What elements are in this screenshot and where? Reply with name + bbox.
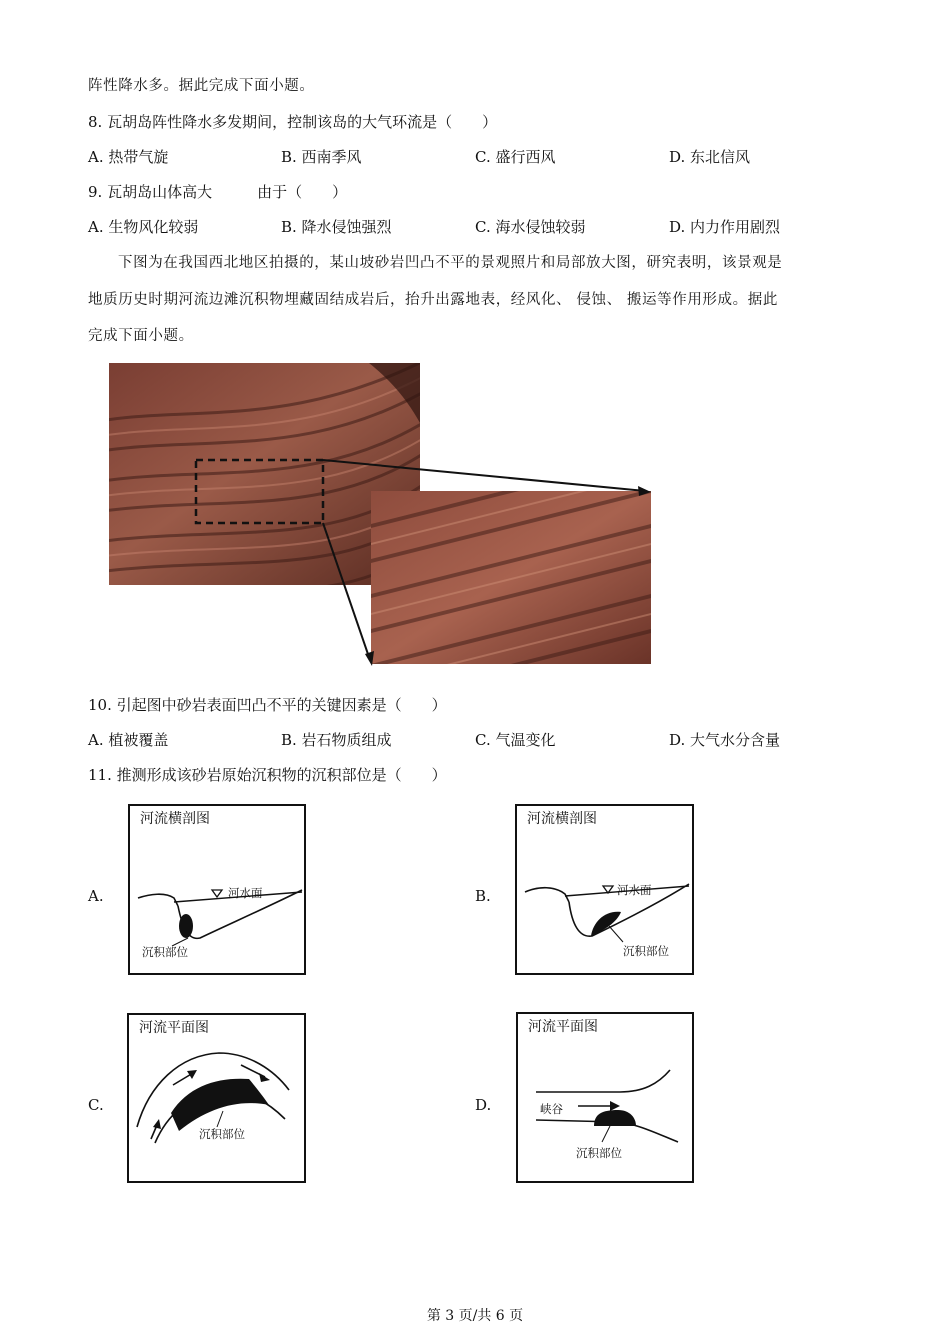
q9-option-c: C. 海水侵蚀较弱 xyxy=(475,218,586,236)
q8-option-a: A. 热带气旋 xyxy=(88,148,169,166)
diagram-b-water-label: 河水面 xyxy=(617,883,652,897)
q11-diagram-a xyxy=(128,804,306,975)
q10-option-d: D. 大气水分含量 xyxy=(669,731,781,749)
diagram-c-deposit-label: 沉积部位 xyxy=(199,1127,245,1141)
q11-option-b-letter: B. xyxy=(475,887,491,905)
page-footer: 第 3 页/共 6 页 xyxy=(426,1308,524,1324)
diagram-d-canyon-label: 峡谷 xyxy=(540,1102,563,1116)
q9-stem: 9. 瓦胡岛山体高大 由于（ ） xyxy=(88,183,348,201)
passage-line-3: 完成下面小题。 xyxy=(88,328,194,344)
q10-option-b: B. 岩石物质组成 xyxy=(281,731,392,749)
q11-option-a-letter: A. xyxy=(88,887,104,905)
diagram-c-title: 河流平面图 xyxy=(139,1020,209,1036)
passage-line-1: 下图为在我国西北地区拍摄的，某山坡砂岩凹凸不平的景观照片和局部放大图，研究表明，该景观是 xyxy=(118,255,783,271)
passage-line-2: 地质历史时期河流边滩沉积物埋藏固结成岩后，抬升出露地表，经风化、 侵蚀、 搬运等作用形成。据此 xyxy=(88,292,778,308)
diagram-a-water-label: 河水面 xyxy=(228,886,263,900)
diagram-b-deposit-label: 沉积部位 xyxy=(623,944,669,958)
diagram-a-title: 河流横剖图 xyxy=(140,811,210,827)
q8-stem: 8. 瓦胡岛阵性降水多发期间，控制该岛的大气环流是（ ） xyxy=(88,113,498,131)
q8-option-c: C. 盛行西风 xyxy=(475,148,556,166)
q11-stem: 11. 推测形成该砂岩原始沉积物的沉积部位是（ ） xyxy=(88,766,447,784)
q10-option-a: A. 植被覆盖 xyxy=(88,731,169,749)
q11-option-c-letter: C. xyxy=(88,1096,104,1114)
q10-stem: 10. 引起图中砂岩表面凹凸不平的关键因素是（ ） xyxy=(88,696,447,714)
q9-option-b: B. 降水侵蚀强烈 xyxy=(281,218,392,236)
diagram-d-title: 河流平面图 xyxy=(528,1019,598,1035)
intro-tail: 阵性降水多。据此完成下面小题。 xyxy=(88,78,315,94)
q8-option-b: B. 西南季风 xyxy=(281,148,362,166)
q11-diagram-c xyxy=(127,1013,306,1183)
q11-diagram-b xyxy=(515,804,694,975)
diagram-b-title: 河流横剖图 xyxy=(527,811,597,827)
q10-option-c: C. 气温变化 xyxy=(475,731,556,749)
q8-option-d: D. 东北信风 xyxy=(669,148,751,166)
q9-option-a: A. 生物风化较弱 xyxy=(88,218,199,236)
diagram-d-deposit-label: 沉积部位 xyxy=(576,1146,622,1160)
diagram-a-deposit-label: 沉积部位 xyxy=(142,945,188,959)
q11-option-d-letter: D. xyxy=(475,1096,492,1114)
q9-option-d: D. 内力作用剧烈 xyxy=(669,218,781,236)
q11-diagram-d xyxy=(516,1012,694,1183)
